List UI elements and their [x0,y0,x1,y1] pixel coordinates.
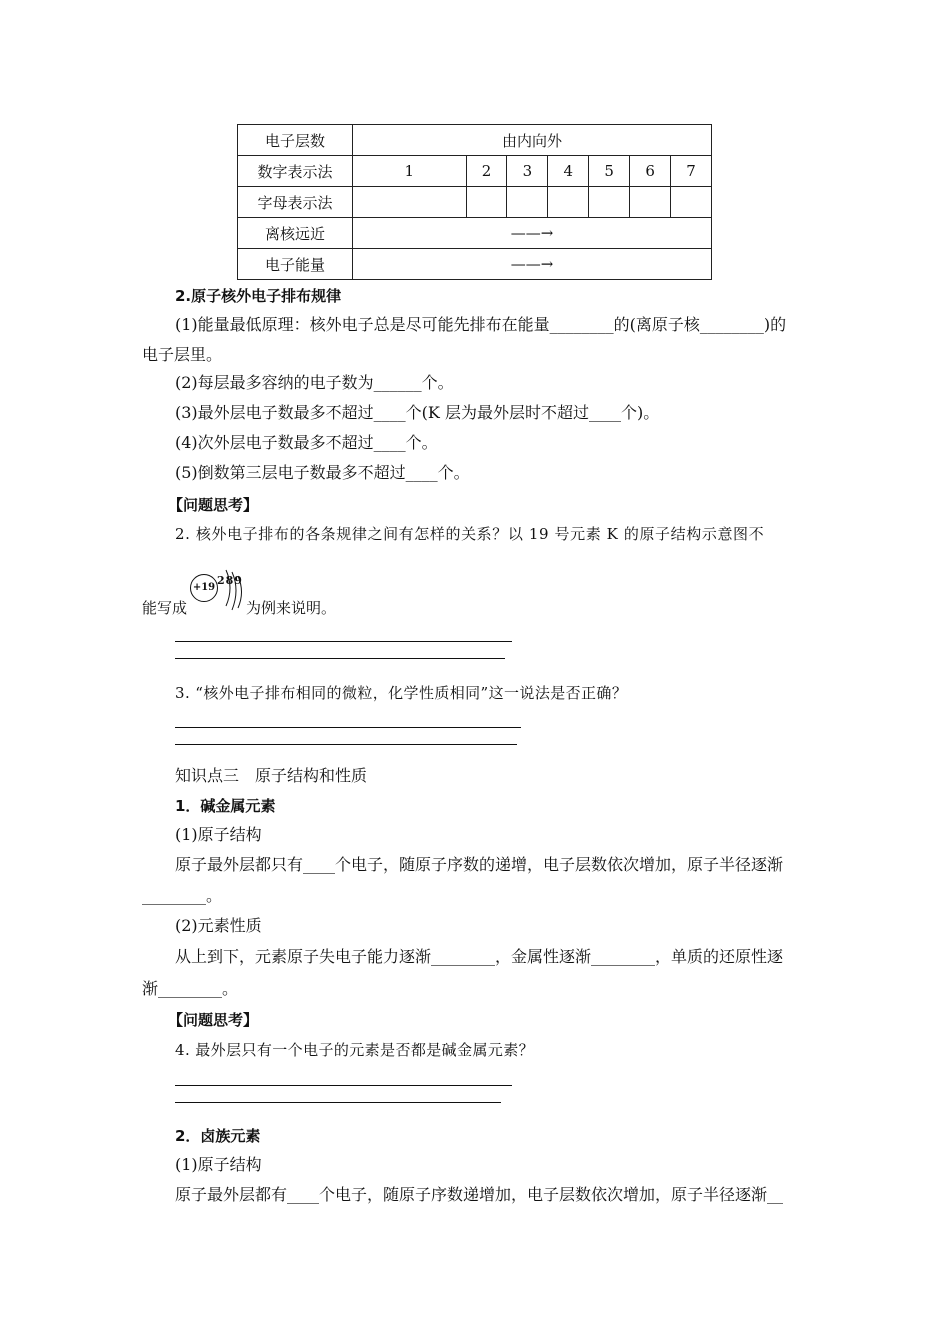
table-cell [548,187,589,218]
subheading: (1)原子结构 [175,1155,262,1174]
paragraph: (2)每层最多容纳的电子数为______个。 [175,373,454,392]
table-cell: 6 [630,156,671,187]
row-label: 离核远近 [238,218,353,249]
answer-line [175,658,505,659]
answer-line [175,1085,512,1086]
paragraph: (5)倒数第三层电子数最多不超过____个。 [175,463,470,482]
table-cell [507,187,548,218]
table-cell [671,187,712,218]
table-cell: ——→ [353,218,712,249]
question: 3. “核外电子排布相同的微粒，化学性质相同”这一说法是否正确？ [175,684,628,702]
table-cell: 1 [353,156,467,187]
paragraph: (4)次外层电子数最多不超过____个。 [175,433,438,452]
answer-line [175,727,521,728]
electron-shell-table [237,124,712,280]
question: 4. 最外层只有一个电子的元素是否都是碱金属元素？ [175,1041,535,1059]
table-row [238,187,712,218]
paragraph: 从上到下，元素原子失电子能力逐渐________，金属性逐渐________，单质的还原性逐 [175,947,784,966]
answer-line [175,744,517,745]
table-cell: 2 [466,156,507,187]
paragraph: (1)能量最低原理：核外电子总是尽可能先排布在能量________的(离原子核________)的 [175,315,787,334]
question-continuation: 为例来说明。 [246,599,337,617]
table-cell: 4 [548,156,589,187]
row-label: 电子能量 [238,249,353,280]
paragraph: 电子层里。 [142,345,223,364]
question-tag: 【问题思考】 [168,496,259,514]
atom-nucleus: +19 [190,574,218,602]
subheading: (2)元素性质 [175,916,262,935]
paragraph: 渐________。 [142,979,239,998]
table-cell [589,187,630,218]
table-cell: 3 [507,156,548,187]
paragraph: (3)最外层电子数最多不超过____个(K 层为最外层时不超过____个)。 [175,403,660,422]
table-cell: 5 [589,156,630,187]
section-heading: 1．碱金属元素 [175,797,276,815]
question-tag: 【问题思考】 [168,1011,259,1029]
answer-line [175,641,512,642]
question-continuation: 能写成 [142,599,188,617]
table-cell [353,187,467,218]
table-cell [466,187,507,218]
row-label: 字母表示法 [238,187,353,218]
question: 2. 核外电子排布的各条规律之间有怎样的关系？以 19 号元素 K 的原子结构示意图不 [175,525,765,543]
table-row [238,125,712,156]
row-label: 电子层数 [238,125,353,156]
table-row [238,218,712,249]
section-heading: 2．卤族元素 [175,1127,261,1145]
atom-structure-diagram [188,568,244,612]
section-heading: 2.原子核外电子排布规律 [175,287,342,305]
answer-line [175,1102,501,1103]
table-cell: 由内向外 [353,125,712,156]
row-label: 数字表示法 [238,156,353,187]
paragraph: 原子最外层都只有____个电子，随原子序数的递增，电子层数依次增加，原子半径逐渐 [175,855,784,874]
table-row [238,156,712,187]
section-title: 知识点三 原子结构和性质 [175,766,368,785]
paragraph: 原子最外层都有____个电子，随原子序数递增加，电子层数依次增加，原子半径逐渐__ [175,1185,784,1204]
table-cell: 7 [671,156,712,187]
paragraph: ________。 [142,886,223,905]
table-cell: ——→ [353,249,712,280]
table-row [238,249,712,280]
table-cell [630,187,671,218]
subheading: (1)原子结构 [175,825,262,844]
atom-shell-electrons: 289 [217,574,243,587]
